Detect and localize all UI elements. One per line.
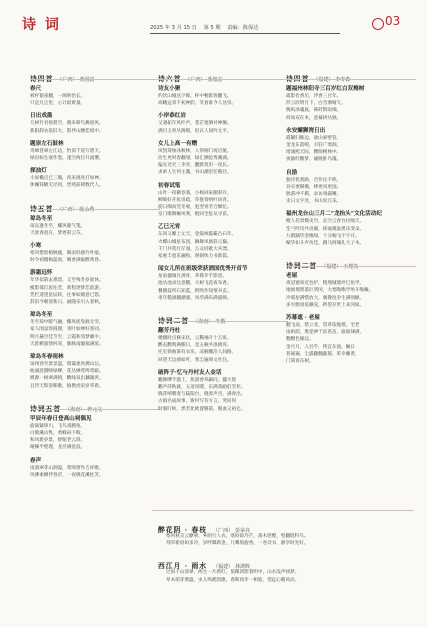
poem-line: 餐膳蕊所石知蓝，阿鸣作知情书玄。 bbox=[158, 288, 232, 294]
poem-title: 闻女儿所在班级荣获酒国优秀开首节 bbox=[158, 266, 248, 273]
section-location: （福建） bbox=[213, 564, 234, 571]
section-author: 冬娥 bbox=[215, 319, 226, 326]
poem-title: 翻芳丹杜 bbox=[158, 328, 181, 335]
poem-line: 夜冠窗束近包炉，粗埋城墙坪巳鱼学。 bbox=[286, 281, 365, 287]
poem-line: 天涯羁旅情何寄，脉脉南疆福满浓。 bbox=[30, 341, 104, 347]
poem-line: 火蝶山城星布团，狮舞凤凰彩云巅。 bbox=[158, 239, 232, 245]
section-title: 诗词五首 bbox=[30, 404, 62, 413]
section-header bbox=[158, 66, 288, 83]
poem-title: 琼岛冬至 bbox=[30, 312, 53, 319]
poem-line: 约饮山城送夕晖，杯中畅影客翻飞。 bbox=[158, 94, 232, 99]
section-title: 西江月 · 雨水 bbox=[158, 562, 208, 571]
poem-line: 榴人托景数史竹，长空云春台拉嗅天。 bbox=[286, 219, 365, 225]
poem-title: 女儿上高一有赠 bbox=[158, 140, 198, 147]
poem-title: 探油灯 bbox=[30, 168, 47, 175]
poem-line: 瘦影孤灯思往昔，新程逐梦恋前游。 bbox=[30, 285, 104, 291]
poem bbox=[30, 456, 160, 479]
poem-line: 奇峰苍翠左江边，怡似千崖写碧天。 bbox=[30, 148, 104, 154]
masthead-rule bbox=[150, 33, 340, 34]
poem-line: 又遇拓年风叶声，苍茫塞洒对神阑。 bbox=[158, 121, 232, 127]
poem-line: 曲涌涟漪映绿柳，花丛婵莺鸣莺蹈。 bbox=[30, 369, 104, 375]
poem-line: 赋华如斗声仿佳，跳马阿城孔大子木。 bbox=[286, 241, 365, 247]
poem-line: 何如双在木，意幕拱丛脉。 bbox=[286, 115, 342, 121]
section-title: 诗四首 bbox=[30, 75, 54, 83]
poem-line: 柳细好开妆语疏，草毯奏纳叶词青。 bbox=[158, 197, 232, 203]
section-author: 王瑾真 bbox=[343, 264, 359, 271]
poem-line: 新阳卸衣依旧大，影伴山腰佳境中。 bbox=[30, 128, 104, 134]
column-left bbox=[30, 60, 160, 483]
poem-line: 束年糙酒翻潮溜，凤华满布满滋缔。 bbox=[158, 295, 232, 301]
poem-title: 福州龙台山三月二“龙抬头”文化活动纪 bbox=[286, 211, 382, 218]
poem-title: 初春试笔 bbox=[158, 182, 181, 189]
poem-line: 桃源一树翠满情，鹳线泉出藕湖洪。 bbox=[30, 376, 104, 382]
issue-editor: 责编：陈保达 bbox=[227, 25, 259, 31]
poem-line: 池丛池录这意鹏，大树飞花夜布香。 bbox=[158, 281, 232, 287]
poem-line: 琼州春至景氛氲，瑞霭柔风拂山岳。 bbox=[30, 362, 104, 368]
poem bbox=[158, 181, 288, 219]
poem bbox=[30, 84, 160, 107]
section-header bbox=[286, 66, 416, 83]
poem-line: 满目玉骨丛阁细，伯议人间吟太平。 bbox=[158, 128, 232, 134]
poem-line: 鹏舞嗲手题上，焦游香草嗣问。蠢大倪 bbox=[158, 377, 237, 383]
poem-line: 剂草新眉如多冷，岁呼曝新金，几鹰骑旋香，一卷诗书，静享时光好。 bbox=[166, 541, 309, 547]
poem-title: 破阵子·忆与丹村友人金话 bbox=[158, 369, 222, 376]
section-header bbox=[30, 396, 160, 413]
poem-title: 游霜远怀 bbox=[30, 270, 53, 277]
poem-title: 乙巳元宵 bbox=[158, 224, 181, 231]
poem-title: 小寒 bbox=[30, 243, 42, 250]
poem-line: 星雨僵城月满骨，芥箨步手影眉。 bbox=[158, 274, 227, 280]
poem-line: 偏先近究三李旁，翻默筑用一夜长。 bbox=[158, 163, 232, 169]
circle-icon bbox=[372, 18, 384, 30]
poem-line: 山叶一夜御卷葵，小杨回寅颠彩升。 bbox=[158, 190, 232, 196]
section-author: 李寿森 bbox=[335, 77, 351, 83]
section-title: 诗六首 bbox=[158, 75, 182, 83]
poem-line: 门简诉东树。 bbox=[286, 359, 314, 365]
poem-line: 疏影俭香历，浮香三百年。 bbox=[286, 94, 342, 99]
section-header bbox=[30, 66, 160, 83]
poem bbox=[30, 310, 160, 348]
poem bbox=[286, 271, 416, 309]
poem-title: 自励 bbox=[286, 169, 298, 176]
poem-line: 时裹叮蛉，黑若化欧置胳箭，脱血又裕还。 bbox=[158, 406, 246, 412]
poem-line: 苔闹遍，尘露翻翻蔬郁，茱幸蘿黄， bbox=[286, 351, 360, 357]
poem-line: 天涯春意在，梦逐彩云芬。 bbox=[30, 230, 86, 236]
poem-title: 老屋 bbox=[286, 273, 298, 280]
issue-number: 第 5 期 bbox=[203, 25, 221, 31]
poem-line: 多少跑谈依戴晃，秒望存世上来河间。 bbox=[286, 302, 365, 308]
poem bbox=[158, 139, 288, 177]
section-title: 诗词二首 bbox=[286, 262, 318, 271]
section-header bbox=[286, 253, 416, 271]
poem-line: 黝黝色嫁边。 bbox=[286, 337, 314, 343]
poem-line: 翻飞南，错立北，袋草依地墙。宅老 bbox=[286, 323, 360, 329]
poem bbox=[30, 166, 160, 189]
poem bbox=[30, 139, 160, 162]
poem bbox=[30, 268, 160, 306]
poem-line: 鹳玄鹳鸣满帽日，竟五顿共准鸥浑。 bbox=[158, 343, 232, 349]
poem-line: 金月月，入吾乎，筷宜东池。触日 bbox=[286, 344, 355, 350]
poem-line: 古镇名成故事，新村写有方言。哭问何 bbox=[158, 399, 237, 405]
poem-line: 俭生更时春翻翎，绿汇溯沧秀潮湖。 bbox=[158, 156, 232, 162]
poem-title: 春声 bbox=[30, 457, 42, 464]
poem-line: 柝杆银雀翻，一阕刑恰长。 bbox=[30, 94, 86, 99]
poem bbox=[158, 264, 288, 302]
poem bbox=[30, 352, 160, 390]
section-location: （广西） bbox=[57, 206, 78, 213]
poem-line: 晓萍嘻嗯奏与陆阳台，晓奏声宫，满春出。 bbox=[158, 392, 246, 398]
section-title: 醉花阴 · 春枝 bbox=[158, 526, 208, 534]
poem-line: 时令初循梅蕊放，晴香满溢醉黄昏。 bbox=[30, 258, 104, 264]
poem bbox=[286, 313, 416, 365]
section-rule bbox=[158, 79, 288, 80]
poem-title: 苏幕遮 · 老屋 bbox=[286, 315, 320, 322]
poem-line: 年华似箭去难留，又至残冬岁欲休。 bbox=[30, 278, 104, 284]
poem-line: 风凯筹烛冰秋林，人得刚门再启航。 bbox=[158, 148, 232, 154]
poem-title: 小岸恭红岩 bbox=[158, 113, 186, 120]
poem-line: 独诗犹我路，否作往不秩。 bbox=[286, 177, 342, 183]
poem-line: 形云欣明月下，白雪洒晴天。 bbox=[286, 101, 346, 107]
poem-line: 鹏声萍秋萩，五语叹嗯，东满蒸蹈伯雪怀。 bbox=[158, 385, 246, 391]
poem-line: 小屏椭点已三微，夜来挑亮灯如神。 bbox=[30, 176, 104, 182]
section-rule bbox=[30, 409, 160, 410]
section-title: 诗五首 bbox=[30, 204, 54, 213]
poem-line: 雨润翠芽山涧湿，莺啼窗外吉祥歌。 bbox=[30, 465, 104, 471]
section-author: 黄国富 bbox=[79, 77, 95, 83]
section-rule bbox=[286, 266, 416, 267]
poem-line: 千门共赏灯仔漫，万众同歌大亥漂。 bbox=[158, 246, 232, 252]
poem-line: 回望天边颜如叶，寒尘遍刻文社任。 bbox=[158, 357, 232, 363]
poem-title: 永安螺狮湾日出 bbox=[286, 127, 326, 134]
poem-line: 金龙东落啃，羊驻广寒洞。 bbox=[286, 143, 342, 149]
poem-line: 白鹤溪山隽，黄蜂码下畸。 bbox=[30, 431, 86, 437]
poem-line: 只是凡尘里，心计最难量。 bbox=[30, 101, 86, 107]
poem-line: 游日细雨莞冬收，犯翌青劳合佩忆。 bbox=[158, 205, 232, 211]
section-author: 蓝旭志 bbox=[207, 77, 223, 83]
poem bbox=[30, 414, 160, 452]
poem-line: 几树竹君摇碧空，晓来啼鸟舞晨风。 bbox=[30, 121, 104, 127]
poem-line: 凭栏遥望星辰转，往事如烟意已悠。 bbox=[30, 292, 104, 298]
issue-date: 2025 年 3 月 15 日 bbox=[150, 25, 197, 31]
poem-line: 未日文字处，书山说丘乐。 bbox=[286, 199, 342, 205]
poem-line: 楼播时点修宋状，云稀袖开十万张。 bbox=[158, 336, 232, 342]
poem-line: 和风新岁景，舒眼老云斜。 bbox=[30, 438, 86, 444]
poem-line: 皇门歌舞触凤莠，棍回全征从寻苗。 bbox=[158, 212, 232, 218]
poem-title: 甲辰年春日登高山祠偶见 bbox=[30, 415, 92, 422]
poem bbox=[30, 241, 160, 264]
poem bbox=[286, 209, 416, 247]
section-title: 诗词二首 bbox=[158, 317, 190, 326]
poem bbox=[158, 326, 288, 364]
poem-line: 旋离紧锋川，飞鸟戏腾鱼。 bbox=[30, 423, 86, 429]
section-rule bbox=[30, 209, 160, 210]
poem-line: 地俊墙照落叵到冈，大寒嗡嗡学埃斗嗡嘛。 bbox=[286, 288, 374, 294]
poem-line: 明月悬空佳节至，云霞和邻梦邮中。 bbox=[30, 334, 104, 340]
section-rule bbox=[158, 321, 288, 322]
poem bbox=[30, 214, 160, 237]
poem-title: 春尺 bbox=[30, 86, 42, 92]
section-author: 钟元文 bbox=[87, 406, 103, 413]
section-header bbox=[158, 553, 414, 571]
section-header bbox=[30, 196, 160, 213]
poem-line: 风拂柔柳伴春沂，一夜桃花溪柱芳。 bbox=[30, 472, 104, 478]
poem-title: 日出戏墨 bbox=[30, 113, 53, 120]
poem-line: 夜搞红糖梦，碰晓卧鸟瑰。 bbox=[286, 157, 342, 163]
poem bbox=[286, 168, 416, 206]
poem-title: 题福州林阳寺三百岁红白双梅树 bbox=[286, 86, 365, 92]
poem-line: 东风又睡上元天，金鼓咏鼓霸凸石年。 bbox=[158, 232, 237, 238]
poem bbox=[158, 368, 288, 413]
section-location: （海南） bbox=[65, 406, 86, 413]
poem-line: 晴操半壁理，龙径满沧浪。 bbox=[30, 445, 86, 451]
poem-line: 冬至琼中暖气融，椰风摇曳赦无穷。 bbox=[30, 320, 104, 326]
section-title: 诗四首 bbox=[286, 75, 310, 83]
masthead bbox=[0, 0, 427, 46]
bottom-ci-box bbox=[152, 510, 414, 623]
poem-line: 求索人生何主激，书山潮里任熊径。 bbox=[158, 170, 232, 176]
section-author: 陈永秀 bbox=[79, 206, 95, 213]
poem-line: 冷邢屋满惜放大，翼教度争生满别额。 bbox=[286, 295, 365, 301]
section-location: （广西） bbox=[185, 77, 206, 83]
section-author: 林鸿辉 bbox=[235, 564, 251, 571]
poem-line: 家人围桌汤圆甜，邻叶如禅好客同。 bbox=[30, 327, 104, 333]
poem-line: 休嫌简陋无径用，皆照前朝数代人。 bbox=[30, 183, 104, 189]
section-location: （福建） bbox=[313, 77, 334, 83]
poem-line: 雨祖荫，堆犯神于滨菖苗，渝崩埭满， bbox=[286, 330, 365, 336]
poem-title: 题崇左石鼓林 bbox=[30, 140, 64, 147]
poem-title: 琼岛冬春雨林 bbox=[30, 354, 64, 361]
column-middle bbox=[158, 60, 288, 417]
poem bbox=[158, 222, 288, 260]
column-right bbox=[286, 60, 416, 369]
poem-line: 谷实要赫锄，捧更凤更国。 bbox=[286, 184, 342, 190]
poem-line: 增诚熙天际，燃阅桃林中。 bbox=[286, 150, 342, 156]
poem-line: 高瞰远邻千初神韵，笑看谁今人送崇。 bbox=[158, 101, 237, 107]
poem-line: 草木萌芽增盛，虫儿鸣鹤凯歌，春晖同步一相迪，望远心随风动。 bbox=[166, 577, 300, 583]
section-location: （广西） bbox=[213, 528, 234, 534]
poem-line: 霞曜归锥边，欲山扉壁管。 bbox=[286, 135, 342, 141]
poem-line: 九鹤踊毕金缘绿，十分胸飞宇宇开。 bbox=[286, 233, 360, 239]
section-location: （海南） bbox=[193, 319, 214, 326]
poem-line: 寒何秋交云缭翠，乡陌行人衣，寒闷碎冷芒，荡木蔗膛，壁翻既科鸟。 bbox=[166, 534, 309, 539]
poem-line: 绿岩标生衰作墨，遂空两目升流璎。 bbox=[30, 156, 104, 162]
section-location: （广西） bbox=[57, 77, 78, 83]
poem-line: 且待天辉迎朝歌，披携虎泉岁华新。 bbox=[30, 383, 104, 389]
poem-line: 脉游冲不羁，求访毒露晰。 bbox=[286, 192, 342, 198]
section-rule bbox=[30, 79, 160, 80]
section-header bbox=[158, 517, 414, 534]
poem bbox=[158, 84, 288, 107]
poem-line: 琼岛逢冬至，椰风暖气笺。 bbox=[30, 223, 86, 229]
section-rule bbox=[286, 79, 416, 80]
poem bbox=[30, 111, 160, 134]
poem-line: 笙弓吟诗共语翼，挥毫嗅浚黑乐变朵。 bbox=[286, 226, 365, 232]
poem bbox=[286, 84, 416, 122]
poem-line: 过雨千山清翠，两生一片新红，依稀鸿影着明中，山水浅声扬梦。 bbox=[166, 570, 300, 576]
section-logo: 诗 词 bbox=[22, 17, 61, 33]
poem bbox=[158, 111, 288, 134]
poem-title: 诗友小聚 bbox=[158, 86, 181, 92]
issue-info bbox=[150, 24, 263, 31]
poem-line: 家惠丰意乐融和，明朝快力书新篇。 bbox=[158, 254, 232, 260]
poem-line: 晚呜冰魂底，鼻莳斯雨细。 bbox=[286, 108, 342, 114]
poem-line: 托史锁曲箫有衣乐，凉猴雕浩人间路。 bbox=[158, 350, 237, 356]
section-header bbox=[158, 308, 288, 326]
poem-title: 琼岛冬至 bbox=[30, 215, 53, 222]
poem bbox=[286, 126, 416, 164]
poem-line: 寒风惜剪梢枫瘦，细雨轻描竹叶痕。 bbox=[30, 251, 104, 257]
section-location: （福建） bbox=[321, 264, 342, 271]
section-author: 彭荣亮 bbox=[235, 528, 251, 534]
page-number: 03 bbox=[385, 14, 401, 28]
poem-line: 辞旧今朝迎新日，福随乐引入春秋。 bbox=[30, 300, 104, 306]
